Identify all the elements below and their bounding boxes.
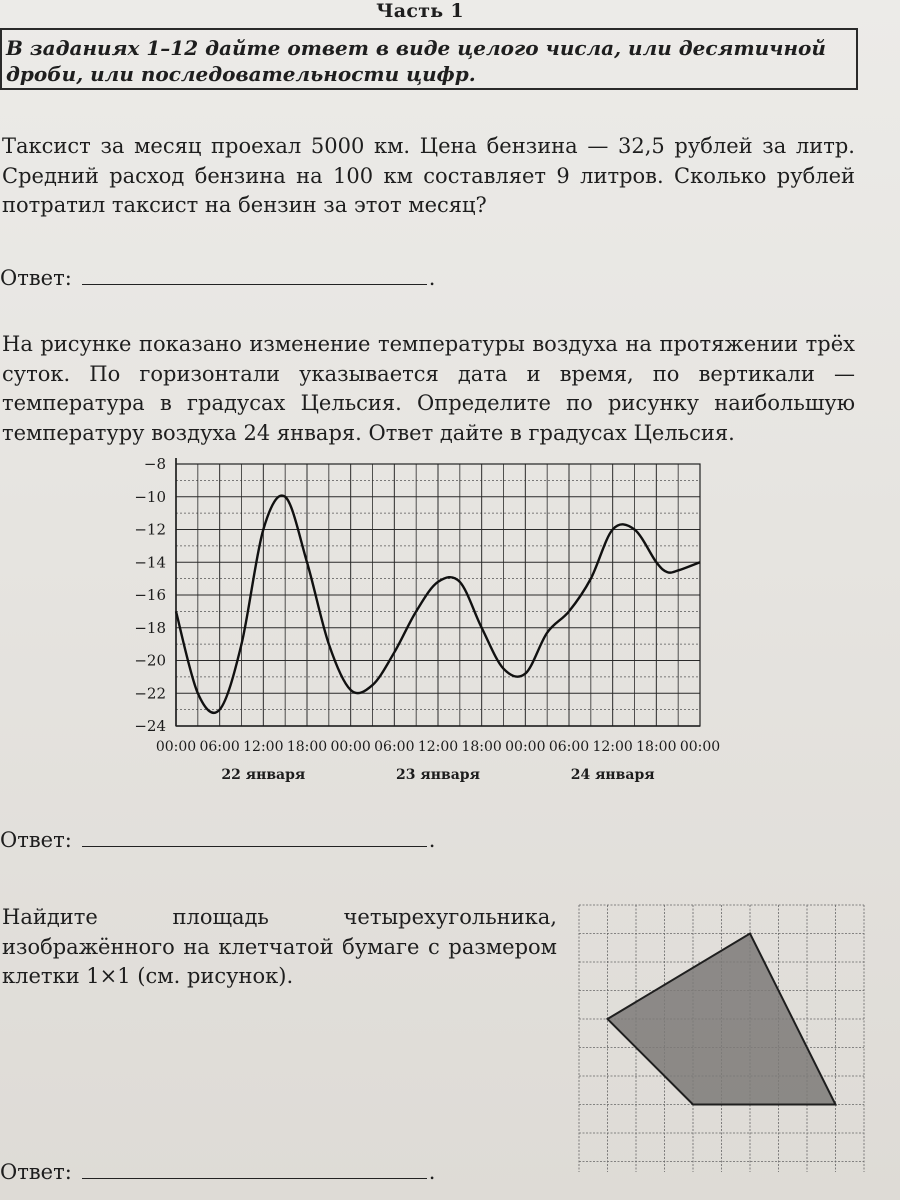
y-tick-label: −18 <box>134 618 166 637</box>
answer-label: Ответ: <box>0 1160 72 1184</box>
instruction-box: В заданиях 1–12 дайте ответ в виде целого числа, или десятичной дроби, или последовательности цифр. <box>0 28 858 90</box>
x-tick-label: 00:00 <box>505 739 546 755</box>
part-title: Часть 1 <box>376 0 464 22</box>
task-3-answer[interactable]: Ответ: . <box>0 1160 436 1184</box>
y-tick-label: −8 <box>143 455 166 473</box>
y-tick-label: −24 <box>134 717 166 735</box>
day-label: 23 января <box>396 767 480 783</box>
x-tick-label: 06:00 <box>374 739 415 755</box>
day-label: 24 января <box>570 767 655 783</box>
day-label: 22 января <box>221 767 306 783</box>
y-tick-label: −16 <box>134 586 166 604</box>
answer-line[interactable] <box>82 828 427 847</box>
x-tick-label: 18:00 <box>636 739 677 755</box>
x-tick-label: 12:00 <box>417 739 459 755</box>
answer-label: Ответ: <box>0 828 72 852</box>
y-tick-label: −22 <box>134 684 166 703</box>
x-tick-label: 12:00 <box>243 739 284 755</box>
y-tick-label: −20 <box>134 651 166 670</box>
answer-line[interactable] <box>82 1160 427 1179</box>
y-tick-label: −12 <box>134 520 166 539</box>
task-2-answer[interactable]: Ответ: . <box>0 828 436 852</box>
y-tick-label: −10 <box>134 487 166 506</box>
x-tick-label: 00:00 <box>679 739 721 755</box>
task-3-text: Найдите площадь четырехугольника, изображённого на клетчатой бумаге с размером клетки 1×1 (см. рисунок). <box>2 905 557 988</box>
temperature-chart <box>110 452 730 797</box>
x-tick-label: 00:00 <box>330 739 371 755</box>
x-tick-label: 18:00 <box>461 739 502 755</box>
answer-line[interactable] <box>82 266 427 285</box>
task-1-text: Таксист за месяц проехал 5000 км. Цена бензина — 32,5 рублей за литр. Средний расход бензина на 100 км составляет 9 литров. Сколько рублей потратил таксист на бензин за этот месяц? <box>2 134 855 217</box>
task-1-answer[interactable]: Ответ: . <box>0 266 436 290</box>
answer-label: Ответ: <box>0 266 72 290</box>
x-tick-label: 06:00 <box>199 739 240 755</box>
x-tick-label: 00:00 <box>155 739 197 755</box>
x-tick-label: 12:00 <box>592 739 633 755</box>
checkered-quadrilateral-figure <box>575 900 867 1172</box>
task-2-text: На рисунке показано изменение температуры воздуха на протяжении трёх суток. По горизонтали указывается дата и время, по вертикали — температура в градусах Цельсия. Определите по рисунку наибольшую температуру воздуха 24 января. Ответ дайте в градусах Цельсия. <box>2 332 855 445</box>
x-tick-label: 06:00 <box>548 739 590 755</box>
y-tick-label: −14 <box>134 553 166 572</box>
x-tick-label: 18:00 <box>286 739 328 755</box>
